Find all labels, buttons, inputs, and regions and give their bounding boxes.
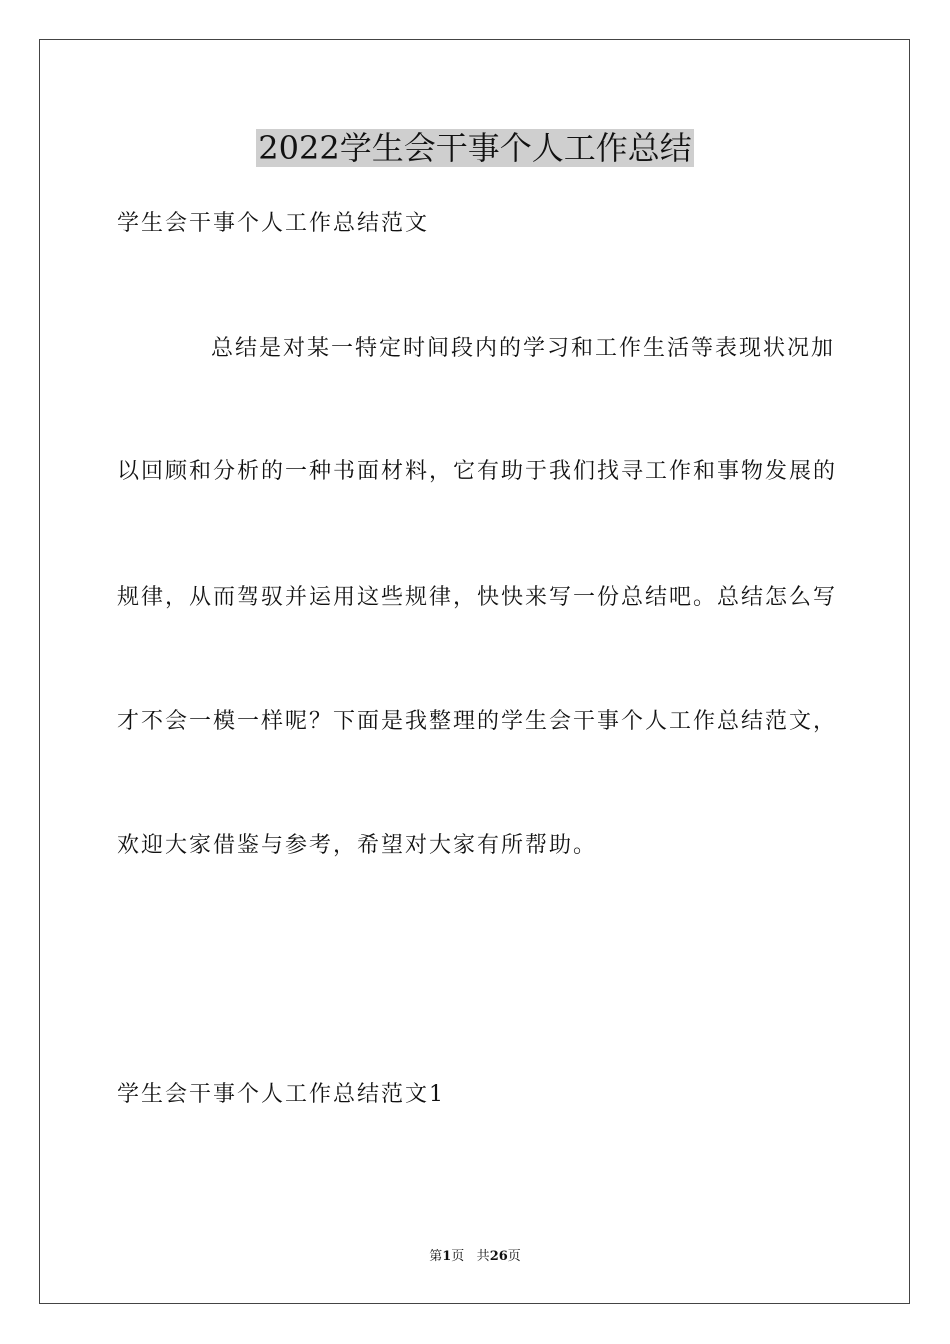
page-number: 1 xyxy=(442,1249,452,1264)
document-title xyxy=(0,126,950,170)
page-prefix: 第 xyxy=(429,1249,443,1264)
page-footer xyxy=(0,1248,950,1266)
paragraph-line-5: 欢迎大家借鉴与参考，希望对大家有所帮助。 xyxy=(117,833,598,858)
paragraph-line-1: 总结是对某一特定时间段内的学习和工作生活等表现状况加 xyxy=(211,336,836,361)
paragraph-line-2: 以回顾和分析的一种书面材料，它有助于我们找寻工作和事物发展的 xyxy=(117,459,838,484)
paragraph-line-3: 规律，从而驾驭并运用这些规律，快快来写一份总结吧。总结怎么写 xyxy=(117,585,838,610)
total-suffix: 页 xyxy=(507,1249,521,1264)
paragraph-line-4: 才不会一模一样呢？下面是我整理的学生会干事个人工作总结范文， xyxy=(117,709,838,734)
total-pages: 26 xyxy=(489,1249,508,1264)
page-suffix: 页 xyxy=(451,1249,465,1264)
total-prefix: 共 xyxy=(476,1249,490,1264)
document-subtitle: 学生会干事个人工作总结范文 xyxy=(117,211,430,236)
document-title-text: 2022学生会干事个人工作总结 xyxy=(258,129,692,167)
section-heading: 学生会干事个人工作总结范文1 xyxy=(117,1082,445,1107)
